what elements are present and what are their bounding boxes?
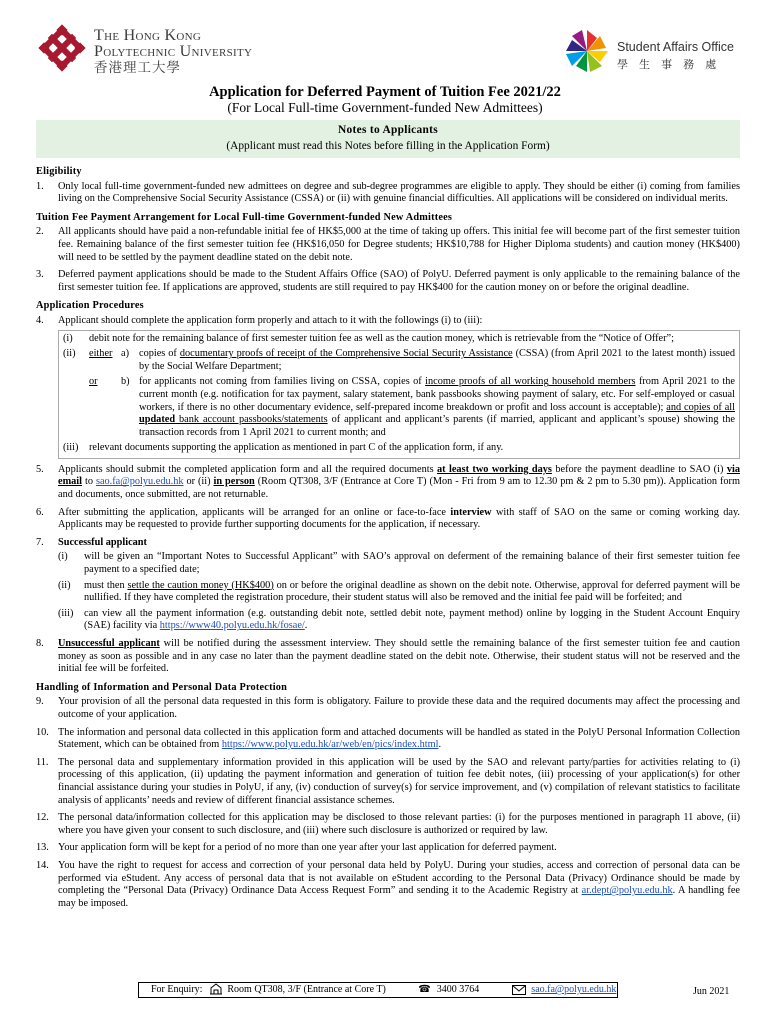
sub-item-label: (iii) (63, 442, 79, 454)
item-text: will be notified during the assessment interview. They should settle the remaining balance of the first semester tuition fee and caution money as soon as possible and in any case no later than the payment deadline stated on the debit note. Otherwise, their student status will not be reserved and the initial fee will be forfeited. (58, 638, 740, 675)
list-item (36, 226, 740, 264)
sao-email-link[interactable]: sao.fa@polyu.edu.hk (95, 476, 184, 488)
item-number: 4. (36, 314, 44, 326)
sub-item (63, 348, 735, 373)
section-heading-eligibility: Eligibility (36, 166, 82, 177)
notes-subheading: (Applicant must read this Notes before filling in the Application Form) (226, 140, 550, 152)
item-text: You have the right to request for access and correction of your personal data held by PolyU. During your studies, access and correction of personal data can be performed via eStudent. Any access of personal data that is not available on eStudent according to the Personal Data (Privacy) Ordinance should be made by completing the “Personal Data (Privacy) Ordinance Data Access Request Form” and sending it to the Academic Registry at (58, 859, 740, 897)
deadline-emphasis: at least two working days (437, 463, 552, 475)
sub-item-label: (iii) (58, 607, 74, 619)
via-email-emphasis: via email (58, 463, 740, 488)
option-a-text: copies of (139, 348, 180, 360)
item-text: (Room QT308, 3/F (Entrance at Core T) (Mon - Fri from 9 am to 12.30 pm & 2 pm to 5.30 pm)). Application form and documents, once submitted, are not returnable. (58, 476, 740, 501)
section-heading-handling: Handling of Information and Personal Data Protection (36, 681, 288, 693)
list-item (36, 860, 740, 910)
building-icon (209, 983, 223, 995)
item-heading: Successful applicant (58, 536, 147, 548)
option-b-text: for applicants not coming from families living on CSSA, copies of (139, 376, 426, 388)
option-a-underlined: documentary proofs of receipt of the Comprehensive Social Security Assistance (179, 348, 513, 360)
successful-applicant-list (58, 551, 740, 633)
sub-item-label: (ii) (58, 579, 71, 591)
option-a-label: a) (121, 348, 129, 360)
either-label: either (89, 348, 113, 360)
sub-item (58, 608, 740, 633)
document-title: Application for Deferred Payment of Tuition Fee 2021/22 (209, 84, 561, 100)
sub-item-text: debit note for the remaining balance of first semester tuition fee as well as the caution money, which is retrievable from the “Notice of Offer”; (89, 332, 674, 344)
notes-banner (36, 120, 740, 158)
caution-money-emphasis: settle the caution money (HK$400) (127, 579, 274, 591)
option-b-text-3: of applicant and applicant’s parents (if married, applicant and applicant’s spouse) showing the transaction records from 1 April 2021 to current month; and (139, 414, 735, 438)
list-item (36, 727, 740, 752)
sub-item (58, 551, 740, 576)
university-name-chinese: 香港理工大學 (94, 60, 181, 75)
unsuccessful-applicant-emphasis: Unsuccessful applicant (58, 638, 160, 649)
item-text: Applicant should complete the application form properly and attach to it with the followings (i) to (iii): (58, 314, 483, 326)
list-item (36, 812, 740, 837)
in-person-emphasis: in person (213, 476, 255, 488)
list-item (36, 638, 740, 676)
list-item (36, 696, 740, 721)
option-b-label: b) (121, 376, 130, 388)
sub-item (63, 442, 735, 455)
enquiry-label: For Enquiry: (151, 984, 203, 995)
list-item (36, 269, 740, 294)
document-subtitle: (For Local Full-time Government-funded New Admittees) (227, 100, 543, 115)
item-text: before the payment deadline to SAO (i) (551, 463, 727, 475)
sub-item-label: (i) (58, 551, 68, 563)
item-text: Your provision of all the personal data requested in this form is obligatory. Failure to provide these data and the required documents may affect the processing and outcome of your application. (58, 696, 740, 720)
list-item (36, 507, 740, 532)
item-number: 2. (36, 226, 44, 238)
item-number: 9. (36, 696, 44, 708)
item-number: 3. (36, 269, 44, 281)
sub-item-text: . (304, 620, 308, 632)
item-number: 8. (36, 638, 44, 649)
polyu-logo (36, 24, 306, 76)
item-text: or (ii) (183, 476, 214, 488)
item-number: 12. (36, 812, 49, 824)
notes-content (36, 160, 740, 915)
university-name-line1: The Hong Kong (94, 27, 202, 44)
polyu-emblem-icon (36, 24, 88, 76)
envelope-icon (512, 983, 526, 995)
sao-logo (564, 28, 744, 72)
ar-email-link[interactable]: ar.dept@polyu.edu.hk (581, 885, 673, 897)
sub-item (63, 333, 735, 346)
item-text: Deferred payment applications should be made to the Student Affairs Office (SAO) of PolyU. Deferred payment is only applicable to the remaining balance of the first semester tuition fee. If applications are approved, students are still required to pay HK$400 for the caution money on or before the original deadline. (58, 269, 740, 293)
sub-item-text: relevant documents supporting the application as mentioned in part C of the application form, if any. (89, 442, 504, 454)
option-a-text-end: (CSSA) (from April 2021 to the latest month) issued by the Social Welfare Department; (139, 348, 736, 372)
list-item (36, 842, 740, 855)
item-text: After submitting the application, applicants will be arranged for an online or face-to-face (58, 506, 451, 518)
item-text: with staff of SAO on the same or coming working day. Applicants may be requested to provide further supporting documents for the application, if necessary. (58, 506, 741, 531)
sao-pinwheel-icon (564, 28, 610, 74)
item-text: The personal data/information collected for this application may be disclosed to those relevant parties: (i) for the purposes mentioned in paragraph 11 above, (ii) where you have given your consent to such disclosure, and (iii) where such disclosure is authorized or required by law. (58, 812, 740, 836)
item-number: 14. (36, 859, 49, 871)
enquiry-phone: 3400 3764 (436, 984, 480, 995)
item-text: The personal data and supplementary information provided in this application will be used by the SAO and relevant party/parties for activities relating to (i) processing of this application, (ii) updating the payment information and generation of tuition fee debit notes, (iii) processing of your application(s) for other financial assistance during your studies in PolyU, if any, (iv) conduction of survey(s) for service improvement, and (v) compilation of relevant statistics to facilitate analysis of applicants’ needs and review of different financial assistance schemes. (58, 756, 740, 806)
list-item (36, 464, 740, 502)
item-text: The information and personal data collected in this application form and attached documents will be handled as stated in the PolyU Personal Information Collection Statement, which can be obtained from (58, 726, 740, 751)
sao-name-chinese: 學 生 事 務 處 (617, 59, 721, 71)
option-b-text-2: from April 2021 to the current month (e.g. notification for tax payment, salary statement, bank passbooks showing payment of salary, etc. For self-employed or casual workers, if there is no other documentary evidence, self-prepared income breakdown or profit and loss account is acceptable); (139, 376, 735, 413)
option-b-underlined-3: bank account passbooks/statements (175, 414, 328, 426)
notes-heading: Notes to Applicants (338, 124, 438, 136)
version-date: Jun 2021 (693, 986, 730, 997)
list-item (36, 757, 740, 807)
item-number: 6. (36, 506, 44, 518)
item-text: to (82, 476, 96, 488)
sub-item-text: will be given an “Important Notes to Successful Applicant” with SAO’s approval on deferment of the remaining balance of their first semester tuition fee payment to a specified date; (84, 551, 740, 576)
item-number: 11. (36, 756, 49, 768)
sub-item-label: (i) (63, 332, 73, 344)
list-item (36, 537, 740, 550)
section-heading-procedures: Application Procedures (36, 300, 144, 312)
item-text: . A handling fee may be imposed. (58, 885, 740, 909)
item-text: Only local full-time government-funded new admittees on degree and sub-degree programmes are eligible to apply. They should be either (i) coming from families living on the Comprehensive Social Security Assistance (CSSA) or (ii) with genuine financial difficulties. All applications will be considered on individual merits. (58, 180, 740, 205)
university-name-line2: Polytechnic University (94, 43, 253, 60)
or-label: or (89, 376, 98, 388)
item-number: 13. (36, 842, 49, 854)
sub-item-label: (ii) (63, 348, 76, 360)
sae-link[interactable]: https://www40.polyu.edu.hk/fosae/ (159, 620, 305, 632)
section-heading-arrangement: Tuition Fee Payment Arrangement for Local Full-time Government-funded New Admittees (36, 211, 453, 223)
enquiry-footer (138, 982, 618, 998)
sub-item (58, 580, 740, 605)
sub-item-text: must then (84, 579, 128, 591)
sub-item-text: can view all the payment information (e.g. outstanding debit note, settled debit note, payment method) online by logging in the Student Account Enquiry (SAE) facility via (84, 607, 740, 632)
sub-item (63, 376, 735, 439)
sub-item-text: on or before the original deadline as shown on the debit note. Otherwise, approval for deferred payment will be nullified. If they have completed the registration procedure, their student status will also be removed and the initial fee paid will be forfeited; and (84, 579, 740, 604)
item-text: Applicants should submit the completed application form and all the required documents (58, 463, 437, 475)
item-text: All applicants should have paid a non-refundable initial fee of HK$5,000 at the time of taking up offers. This initial fee will become part of the first semester tuition fee. Remaining balance of the first semester tuition fee (HK$16,050 for Degree students; HK$10,788 for Higher Diploma students) and caution money (HK$400) will need to be settled by the payment deadline stated on the debit note. (58, 226, 740, 263)
item-number: 5. (36, 463, 44, 475)
list-item (36, 315, 740, 328)
list-item (36, 181, 740, 206)
item-text: . (438, 739, 442, 751)
item-number: 1. (36, 180, 44, 192)
option-b-updated: updated (139, 414, 176, 426)
option-b-underlined: income proofs of all working household members (425, 376, 636, 388)
required-documents-box (58, 330, 740, 459)
sao-name-english: Student Affairs Office (617, 40, 734, 54)
option-b-underlined-2: and copies of all (666, 401, 735, 413)
enquiry-email-link[interactable]: sao.fa@polyu.edu.hk (531, 984, 617, 995)
university-name (94, 28, 252, 76)
enquiry-room: Room QT308, 3/F (Entrance at Core T) (227, 984, 386, 995)
item-number: 10. (36, 726, 49, 738)
interview-emphasis: interview (450, 506, 492, 518)
item-text: Your application form will be kept for a period of no more than one year after your last application for deferred payment. (58, 842, 557, 854)
sub-item-text (89, 348, 735, 373)
item-number: 7. (36, 536, 44, 548)
pics-link[interactable]: https://www.polyu.edu.hk/ar/web/en/pics/index.html (221, 739, 439, 751)
phone-icon: ☎ (418, 984, 431, 995)
